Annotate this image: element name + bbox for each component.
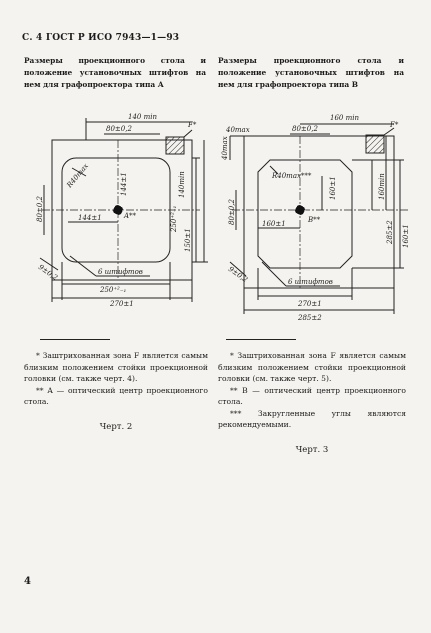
figure-2-notes xyxy=(24,350,208,433)
dim-9: 9±0,2 xyxy=(226,265,250,284)
dim-40max-h: 40max xyxy=(226,126,250,134)
footnote-rule-right xyxy=(226,339,296,340)
pins-label: 6 штифтов xyxy=(288,278,333,286)
dim-9: 9±0,2 xyxy=(36,263,60,282)
dim-140min-v: 140min xyxy=(178,171,186,198)
dim-285: 285±2 xyxy=(298,314,322,322)
figure-3-notes xyxy=(218,350,406,456)
figure-3-label: Черт. 3 xyxy=(295,444,329,455)
dim-285-v: 285±2 xyxy=(386,220,394,244)
pins-label: 6 штифтов xyxy=(98,268,143,276)
label-f: F* xyxy=(390,121,399,129)
dim-80-v: 80±0,2 xyxy=(228,199,236,225)
dim-144: 144±1 xyxy=(78,214,102,222)
figure-2-label: Черт. 2 xyxy=(99,421,133,432)
dim-270: 270±1 xyxy=(110,300,134,308)
dim-160-inner: 160±1 xyxy=(329,176,337,200)
label-f: F* xyxy=(188,121,197,129)
footnote-rule-left xyxy=(40,339,110,340)
page-number: 4 xyxy=(24,576,31,587)
dim-160min-v: 160min xyxy=(378,173,386,200)
dim-80: 80±0,2 xyxy=(106,125,132,133)
point-b-label: B** xyxy=(308,216,321,224)
dim-250-h: 250⁺²₋₁ xyxy=(100,286,127,294)
dim-160min: 160 min xyxy=(330,114,359,122)
dim-160-v2: 160±1 xyxy=(402,224,410,248)
dim-270: 270±1 xyxy=(298,300,322,308)
point-a-label: A** xyxy=(124,212,137,220)
radius-label: R40max*** xyxy=(272,172,312,180)
dim-250-v: 250⁺²₋₁ xyxy=(170,205,178,232)
dim-80-v: 80±0,2 xyxy=(36,196,44,222)
page-header: С. 4 ГОСТ Р ИСО 7943—1—93 xyxy=(22,33,180,43)
radius-label: R40max xyxy=(65,161,91,190)
dim-140min: 140 min xyxy=(128,113,157,121)
dim-40max-v: 40max xyxy=(221,136,229,160)
note-3: *** Закругленные углы являются рекомендуемыми. xyxy=(218,408,406,429)
note-2: ** A — оптический центр проекционного стола. xyxy=(24,385,208,406)
figure-3-caption: Размеры проекционного стола и положение установочных штифтов на нем для графопроектора типа В xyxy=(218,56,404,89)
dim-150: 150±1 xyxy=(184,228,192,252)
dim-80: 80±0,2 xyxy=(292,125,318,133)
dim-160-h: 160±1 xyxy=(262,220,286,228)
note-1: * Заштрихованная зона F является самым близким положением стойки проекционной головки (см. также черт. 4). xyxy=(24,351,208,383)
figure-2-caption: Размеры проекционного стола и положение установочных штифтов на нем для графопроектора типа А xyxy=(24,56,206,89)
note-2: ** B — оптический центр проекционного стола. xyxy=(218,385,406,406)
note-1: * Заштрихованная зона F является самым близким положением стойки проекционной головки (см. также черт. 5). xyxy=(218,351,406,383)
dim-144-v: 144±1 xyxy=(120,172,128,196)
